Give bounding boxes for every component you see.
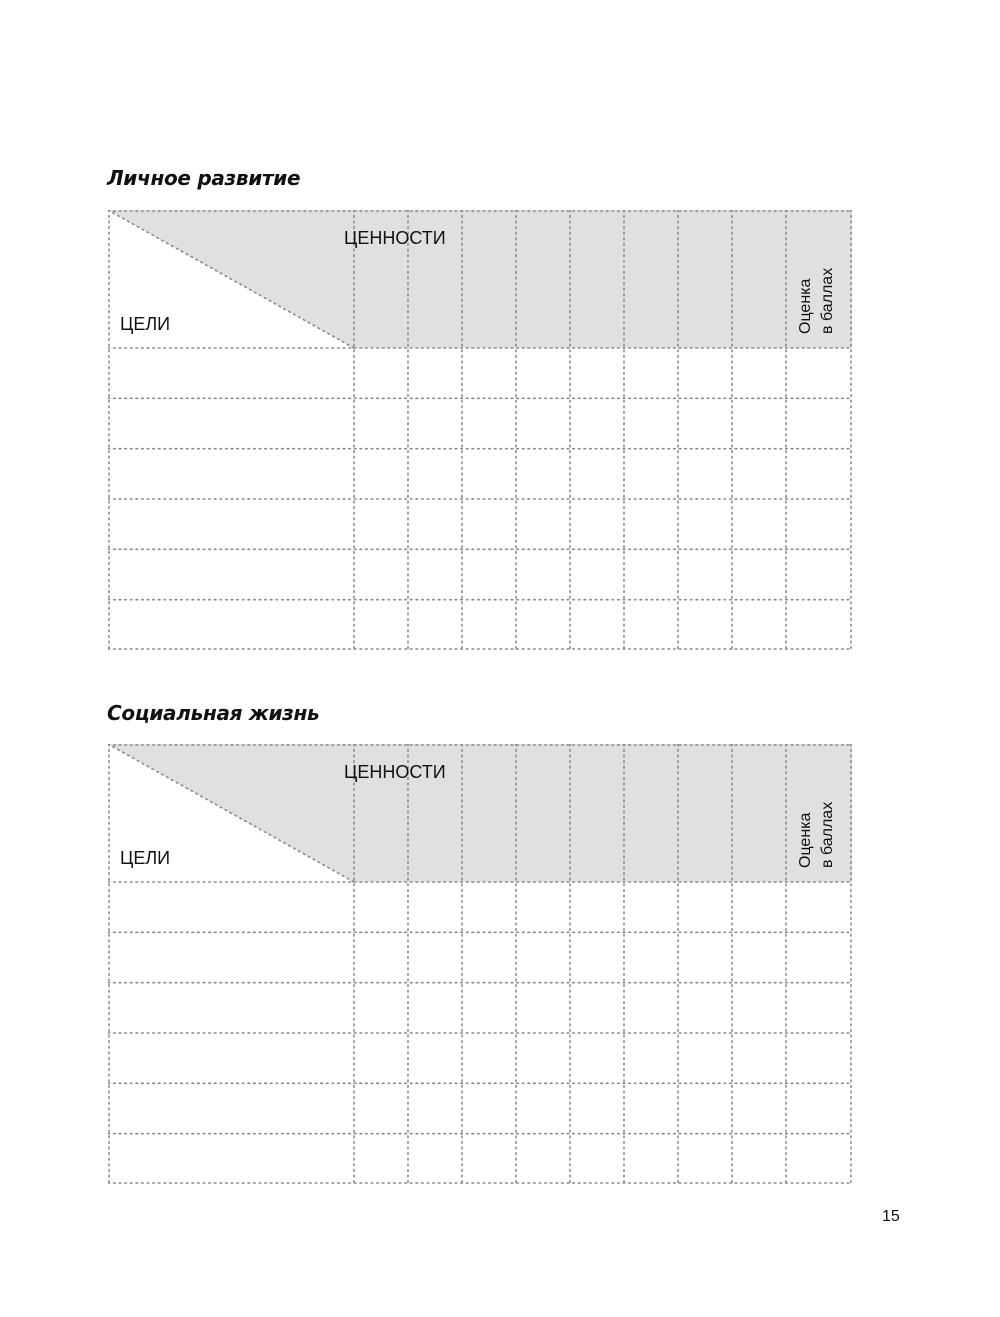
score-header-line1: Оценка — [797, 278, 814, 334]
values-header-label: ЦЕННОСТИ — [344, 228, 446, 248]
values-goals-table — [108, 744, 852, 1184]
values-goals-table — [108, 210, 852, 650]
table-grid — [108, 210, 852, 650]
score-header-line2: в баллах — [819, 801, 836, 868]
section-title-social-life: Социальная жизнь — [107, 701, 320, 725]
goals-header-label: ЦЕЛИ — [120, 314, 171, 334]
goals-header-label: ЦЕЛИ — [120, 848, 171, 868]
table-grid — [108, 744, 852, 1184]
score-column-header — [795, 204, 839, 334]
score-header-line2: в баллах — [819, 267, 836, 334]
score-header-line1: Оценка — [797, 812, 814, 868]
values-header-label: ЦЕННОСТИ — [344, 762, 446, 782]
score-column-header — [795, 738, 839, 868]
page-number: 15 — [882, 1208, 900, 1225]
section-title-personal-development: Личное развитие — [107, 166, 301, 190]
